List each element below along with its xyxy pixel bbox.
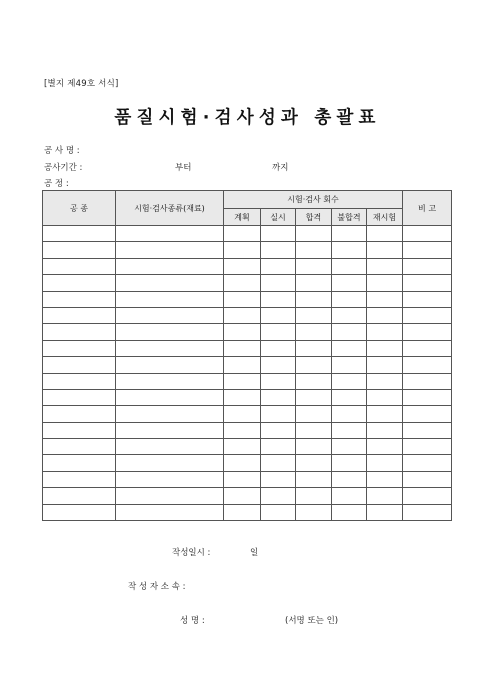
cell-remarks[interactable]: [403, 455, 452, 471]
table-row: [43, 455, 452, 471]
col-header-trade: 공 종: [43, 191, 116, 226]
cell-pass[interactable]: [296, 373, 332, 389]
cell-plan[interactable]: [224, 488, 261, 504]
cell-plan[interactable]: [224, 242, 261, 258]
name-label: 성 명 :: [180, 616, 205, 626]
table-row: [43, 406, 452, 422]
cell-trade[interactable]: [43, 488, 116, 504]
subcol-fail: 불합격: [332, 209, 367, 226]
period-to-text: 까지: [272, 163, 289, 173]
cell-fail[interactable]: [332, 373, 367, 389]
cell-retest[interactable]: [367, 258, 403, 274]
cell-conducted[interactable]: [261, 439, 296, 455]
cell-remarks[interactable]: [403, 226, 452, 242]
cell-trade[interactable]: [43, 275, 116, 291]
col-header-remarks: 비 고: [403, 191, 452, 226]
cell-trade[interactable]: [43, 406, 116, 422]
cell-fail[interactable]: [332, 275, 367, 291]
cell-remarks[interactable]: [403, 504, 452, 520]
cell-pass[interactable]: [296, 422, 332, 438]
cell-fail[interactable]: [332, 422, 367, 438]
cell-conducted[interactable]: [261, 406, 296, 422]
table-row: [43, 324, 452, 340]
subcol-conducted: 실시: [261, 209, 296, 226]
cell-fail[interactable]: [332, 226, 367, 242]
cell-remarks[interactable]: [403, 291, 452, 307]
cell-remarks[interactable]: [403, 422, 452, 438]
cell-fail[interactable]: [332, 258, 367, 274]
cell-retest[interactable]: [367, 226, 403, 242]
cell-test-type[interactable]: [116, 504, 224, 520]
cell-plan[interactable]: [224, 422, 261, 438]
cell-conducted[interactable]: [261, 357, 296, 373]
cell-trade[interactable]: [43, 373, 116, 389]
cell-pass[interactable]: [296, 455, 332, 471]
table-row: [43, 242, 452, 258]
page-title: 품질시험·검사성과 총괄표: [114, 108, 381, 128]
cell-test-type[interactable]: [116, 439, 224, 455]
cell-pass[interactable]: [296, 258, 332, 274]
cell-retest[interactable]: [367, 307, 403, 323]
project-period-line: [44, 161, 289, 173]
cell-remarks[interactable]: [403, 357, 452, 373]
period-from-text: 부터: [175, 163, 192, 173]
cell-trade[interactable]: [43, 422, 116, 438]
cell-test-type[interactable]: [116, 242, 224, 258]
cell-plan[interactable]: [224, 226, 261, 242]
cell-retest[interactable]: [367, 324, 403, 340]
cell-test-type[interactable]: [116, 357, 224, 373]
table-row: [43, 504, 452, 520]
cell-fail[interactable]: [332, 357, 367, 373]
table-body: [43, 226, 452, 521]
cell-plan[interactable]: [224, 504, 261, 520]
cell-retest[interactable]: [367, 439, 403, 455]
cell-test-type[interactable]: [116, 324, 224, 340]
cell-retest[interactable]: [367, 389, 403, 405]
process-line: [44, 177, 69, 189]
cell-conducted[interactable]: [261, 291, 296, 307]
cell-conducted[interactable]: [261, 471, 296, 487]
cell-remarks[interactable]: [403, 275, 452, 291]
cell-pass[interactable]: [296, 275, 332, 291]
cell-trade[interactable]: [43, 324, 116, 340]
cell-retest[interactable]: [367, 242, 403, 258]
cell-plan[interactable]: [224, 471, 261, 487]
cell-retest[interactable]: [367, 406, 403, 422]
cell-trade[interactable]: [43, 226, 116, 242]
affiliation-line: [128, 580, 185, 592]
cell-retest[interactable]: [367, 357, 403, 373]
sign-note: (서명 또는 인): [285, 616, 339, 626]
cell-fail[interactable]: [332, 324, 367, 340]
cell-trade[interactable]: [43, 357, 116, 373]
cell-conducted[interactable]: [261, 455, 296, 471]
cell-pass[interactable]: [296, 488, 332, 504]
cell-pass[interactable]: [296, 291, 332, 307]
cell-test-type[interactable]: [116, 455, 224, 471]
subcol-pass: 합격: [296, 209, 332, 226]
cell-pass[interactable]: [296, 504, 332, 520]
cell-pass[interactable]: [296, 439, 332, 455]
cell-plan[interactable]: [224, 324, 261, 340]
cell-remarks[interactable]: [403, 439, 452, 455]
cell-test-type[interactable]: [116, 275, 224, 291]
cell-test-type[interactable]: [116, 258, 224, 274]
cell-retest[interactable]: [367, 471, 403, 487]
cell-trade[interactable]: [43, 471, 116, 487]
cell-fail[interactable]: [332, 307, 367, 323]
cell-test-type[interactable]: [116, 307, 224, 323]
cell-test-type[interactable]: [116, 389, 224, 405]
summary-table: [42, 190, 452, 521]
table-row: [43, 389, 452, 405]
cell-conducted[interactable]: [261, 324, 296, 340]
cell-pass[interactable]: [296, 307, 332, 323]
cell-retest[interactable]: [367, 455, 403, 471]
cell-remarks[interactable]: [403, 307, 452, 323]
cell-remarks[interactable]: [403, 258, 452, 274]
cell-remarks[interactable]: [403, 242, 452, 258]
cell-pass[interactable]: [296, 324, 332, 340]
cell-plan[interactable]: [224, 439, 261, 455]
cell-plan[interactable]: [224, 275, 261, 291]
project-name-label: 공 사 명 :: [44, 146, 80, 156]
cell-pass[interactable]: [296, 357, 332, 373]
cell-plan[interactable]: [224, 373, 261, 389]
cell-plan[interactable]: [224, 258, 261, 274]
cell-remarks[interactable]: [403, 471, 452, 487]
cell-retest[interactable]: [367, 422, 403, 438]
process-label: 공 정 :: [44, 179, 69, 189]
cell-test-type[interactable]: [116, 373, 224, 389]
cell-trade[interactable]: [43, 455, 116, 471]
table-row: [43, 422, 452, 438]
table-row: [43, 226, 452, 242]
table-row: [43, 340, 452, 356]
cell-conducted[interactable]: [261, 275, 296, 291]
cell-plan[interactable]: [224, 291, 261, 307]
cell-remarks[interactable]: [403, 340, 452, 356]
date-label: 작성일시 :: [172, 548, 211, 558]
cell-trade[interactable]: [43, 258, 116, 274]
cell-conducted[interactable]: [261, 389, 296, 405]
affiliation-label: 작 성 자 소 속 :: [128, 582, 186, 592]
cell-conducted[interactable]: [261, 340, 296, 356]
table-row: [43, 488, 452, 504]
cell-conducted[interactable]: [261, 258, 296, 274]
cell-test-type[interactable]: [116, 471, 224, 487]
table-row: [43, 373, 452, 389]
cell-conducted[interactable]: [261, 307, 296, 323]
date-day-text: 일: [250, 548, 259, 558]
project-name-line: [44, 144, 80, 156]
cell-plan[interactable]: [224, 389, 261, 405]
project-period-label: 공사기간 :: [44, 163, 83, 173]
cell-pass[interactable]: [296, 389, 332, 405]
cell-fail[interactable]: [332, 455, 367, 471]
cell-remarks[interactable]: [403, 406, 452, 422]
cell-trade[interactable]: [43, 439, 116, 455]
table-row: [43, 471, 452, 487]
cell-pass[interactable]: [296, 471, 332, 487]
cell-trade[interactable]: [43, 340, 116, 356]
cell-trade[interactable]: [43, 504, 116, 520]
cell-plan[interactable]: [224, 307, 261, 323]
cell-fail[interactable]: [332, 504, 367, 520]
cell-remarks[interactable]: [403, 488, 452, 504]
cell-plan[interactable]: [224, 340, 261, 356]
col-header-test-type: 시험·검사종류(재료): [116, 191, 224, 226]
cell-trade[interactable]: [43, 389, 116, 405]
table-row: [43, 357, 452, 373]
cell-retest[interactable]: [367, 291, 403, 307]
cell-remarks[interactable]: [403, 324, 452, 340]
form-number: [별지 제49호 서식]: [44, 79, 119, 89]
cell-fail[interactable]: [332, 291, 367, 307]
cell-retest[interactable]: [367, 488, 403, 504]
cell-fail[interactable]: [332, 439, 367, 455]
cell-conducted[interactable]: [261, 373, 296, 389]
cell-trade[interactable]: [43, 291, 116, 307]
cell-test-type[interactable]: [116, 488, 224, 504]
cell-test-type[interactable]: [116, 226, 224, 242]
cell-fail[interactable]: [332, 406, 367, 422]
table-row: [43, 275, 452, 291]
date-line: [172, 546, 259, 558]
cell-fail[interactable]: [332, 242, 367, 258]
table-row: [43, 258, 452, 274]
cell-remarks[interactable]: [403, 373, 452, 389]
name-line: [180, 614, 339, 626]
cell-conducted[interactable]: [261, 488, 296, 504]
cell-test-type[interactable]: [116, 422, 224, 438]
cell-pass[interactable]: [296, 226, 332, 242]
cell-fail[interactable]: [332, 389, 367, 405]
cell-plan[interactable]: [224, 455, 261, 471]
cell-conducted[interactable]: [261, 242, 296, 258]
cell-test-type[interactable]: [116, 291, 224, 307]
cell-fail[interactable]: [332, 488, 367, 504]
cell-retest[interactable]: [367, 504, 403, 520]
subcol-retest: 재시험: [367, 209, 403, 226]
cell-retest[interactable]: [367, 275, 403, 291]
cell-pass[interactable]: [296, 340, 332, 356]
cell-plan[interactable]: [224, 406, 261, 422]
cell-trade[interactable]: [43, 242, 116, 258]
cell-test-type[interactable]: [116, 406, 224, 422]
cell-test-type[interactable]: [116, 340, 224, 356]
cell-plan[interactable]: [224, 357, 261, 373]
cell-remarks[interactable]: [403, 389, 452, 405]
cell-pass[interactable]: [296, 406, 332, 422]
cell-conducted[interactable]: [261, 422, 296, 438]
cell-conducted[interactable]: [261, 226, 296, 242]
table-row: [43, 291, 452, 307]
table-row: [43, 439, 452, 455]
col-header-test-count: 시험·검사 회수: [224, 191, 403, 209]
cell-fail[interactable]: [332, 471, 367, 487]
cell-conducted[interactable]: [261, 504, 296, 520]
cell-retest[interactable]: [367, 373, 403, 389]
table-row: [43, 307, 452, 323]
cell-trade[interactable]: [43, 307, 116, 323]
cell-retest[interactable]: [367, 340, 403, 356]
cell-pass[interactable]: [296, 242, 332, 258]
cell-fail[interactable]: [332, 340, 367, 356]
subcol-plan: 계획: [224, 209, 261, 226]
